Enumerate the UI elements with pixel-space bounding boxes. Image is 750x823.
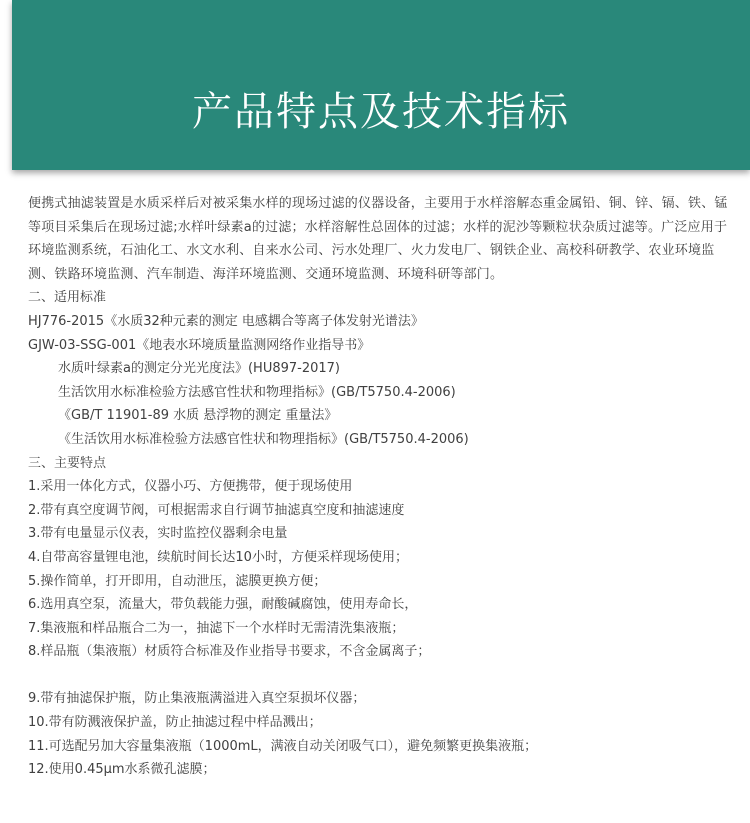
feature-item: 7.集液瓶和样品瓶合二为一，抽滤下一个水样时无需清洗集液瓶； [28, 620, 405, 636]
standard-item-indented: 《GB/T 11901-89 水质 悬浮物的测定 重量法》 [58, 408, 338, 424]
standards-heading: 二、适用标准 [28, 290, 107, 306]
blank-line [28, 664, 740, 688]
feature-item: 6.选用真空泵，流量大，带负载能力强，耐酸碱腐蚀，使用寿命长， [28, 597, 418, 613]
feature-item: 10.带有防溅液保护盖，防止抽滤过程中样品溅出； [28, 715, 322, 731]
page-title: 产品特点及技术指标 [192, 89, 570, 135]
feature-item: 3.带有电量显示仪表，实时监控仪器剩余电量 [28, 526, 288, 542]
feature-item: 11.可选配另加大容量集液瓶（1000mL，满液自动关闭吸气口），避免频繁更换集液瓶； [28, 738, 538, 754]
standard-item-indented: 《生活饮用水标准检验方法感官性状和物理指标》(GB/T5750.4-2006) [58, 431, 469, 447]
standard-item: GJW-03-SSG-001《地表水环境质量监测网络作业指导书》 [28, 337, 371, 353]
standard-item-indented: 生活饮用水标准检验方法感官性状和物理指标》(GB/T5750.4-2006) [58, 384, 456, 400]
intro-paragraph: 便携式抽滤装置是水质采样后对被采集水样的现场过滤的仪器设备，主要用于水样溶解态重金属铅、铜、锌、镉、铁、锰等项目采集后在现场过滤;水样叶绿素a的过滤；水样溶解性总固体的过滤；水样的泥沙等颗粒状杂质过滤等。广泛应用于环境监测系统，石油化工、水文水利、自来水公司、污水处理厂、火力发电厂、钢铁企业、高校科研教学、农业环境监测、铁路环境监测、汽车制造、海洋环境监测、交通环境监测、环境科研等部门。 [28, 196, 728, 282]
standard-item-indented: 水质叶绿素a的测定分光光度法》(HU897-2017) [58, 361, 340, 377]
feature-item: 1.采用一体化方式，仪器小巧、方便携带，便于现场使用 [28, 479, 353, 495]
feature-item: 4.自带高容量锂电池，续航时间长达10小时，方便采样现场使用； [28, 549, 408, 565]
feature-item: 12.使用0.45μm水系微孔滤膜； [28, 762, 216, 778]
features-heading: 三、主要特点 [28, 455, 107, 471]
content-body [28, 192, 740, 782]
feature-item: 9.带有抽滤保护瓶，防止集液瓶满溢进入真空泵损坏仪器； [28, 691, 366, 707]
title-banner [12, 0, 750, 170]
feature-item: 2.带有真空度调节阀，可根据需求自行调节抽滤真空度和抽滤速度 [28, 502, 405, 518]
standard-item: HJ776-2015《水质32种元素的测定 电感耦合等离子体发射光谱法》 [28, 313, 424, 329]
feature-item: 5.操作简单，打开即用，自动泄压，滤膜更换方便； [28, 573, 327, 589]
feature-item: 8.样品瓶（集液瓶）材质符合标准及作业指导书要求，不含金属离子； [28, 644, 431, 660]
